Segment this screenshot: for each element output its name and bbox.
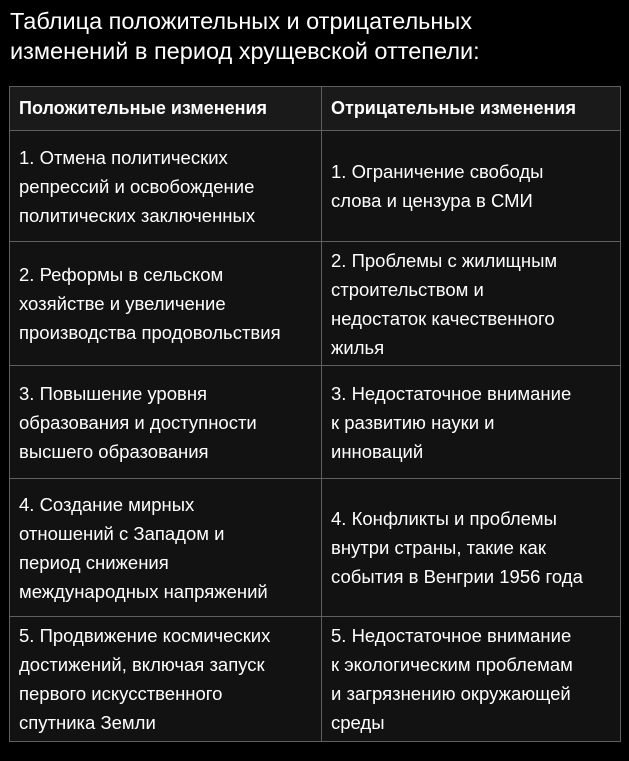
cell-line: первого искусственного [19,683,223,704]
table-row [10,617,621,742]
table-row [10,479,621,617]
cell-line: внутри страны, такие как [331,537,546,558]
cell-line: производства продовольствия [19,322,281,343]
cell-line: и загрязнению окружающей [331,683,571,704]
cell-line: 3. Повышение уровня [19,382,208,404]
cell-line: недостаток качественного [331,307,555,329]
cell-line: спутника Земли [19,712,156,733]
cell-line: достижений, включая запуск [19,654,265,675]
cell-line: хозяйстве и увеличение [19,293,226,314]
page-title [10,6,610,66]
table-header-row [10,87,621,131]
cell-line: строительством и [331,278,484,300]
cell-line: 3. Недостаточное внимание [331,382,572,404]
cell-line: к развитию науки и [331,411,495,433]
table-row [10,131,621,242]
cell-line: 2. Реформы в сельском [19,264,224,285]
cell-line: международных напряжений [19,580,268,602]
cell-line: жилья [331,336,385,358]
cell-line: высшего образования [19,440,209,462]
cell-line: слова и цензура в СМИ [331,190,533,211]
cell-line: образования и доступности [19,411,257,433]
cell-line: политических заключенных [19,204,256,226]
header-positive: Положительные изменения [10,87,322,131]
cell-line: период снижения [19,551,169,573]
cell-line: 4. Создание мирных [19,493,195,515]
changes-table [9,86,621,742]
cell-line: репрессий и освобождение [19,175,255,197]
cell-line: к экологическим проблемам [331,654,573,675]
negative-cell [322,617,621,742]
title-line: изменений в период хрущевской оттепели: [10,38,480,64]
cell-line: события в Венгрии 1956 года [331,566,583,587]
cell-line: инноваций [331,440,424,462]
negative-cell [322,366,621,479]
cell-line: 5. Недостаточное внимание [331,625,572,646]
negative-cell [322,242,621,366]
negative-cell [322,479,621,617]
cell-line: отношений с Западом и [19,522,225,544]
title-line: Таблица положительных и отрицательных [10,8,473,34]
table-row [10,242,621,366]
positive-cell [10,617,322,742]
cell-line: 2. Проблемы с жилищным [331,249,558,271]
cell-line: 5. Продвижение космических [19,625,271,646]
cell-line: среды [331,712,385,733]
positive-cell [10,242,322,366]
header-negative: Отрицательные изменения [322,87,621,131]
table-row [10,366,621,479]
positive-cell [10,366,322,479]
positive-cell [10,131,322,242]
positive-cell [10,479,322,617]
cell-line: 4. Конфликты и проблемы [331,508,557,529]
negative-cell [322,131,621,242]
cell-line: 1. Отмена политических [19,146,228,168]
cell-line: 1. Ограничение свободы [331,161,544,182]
